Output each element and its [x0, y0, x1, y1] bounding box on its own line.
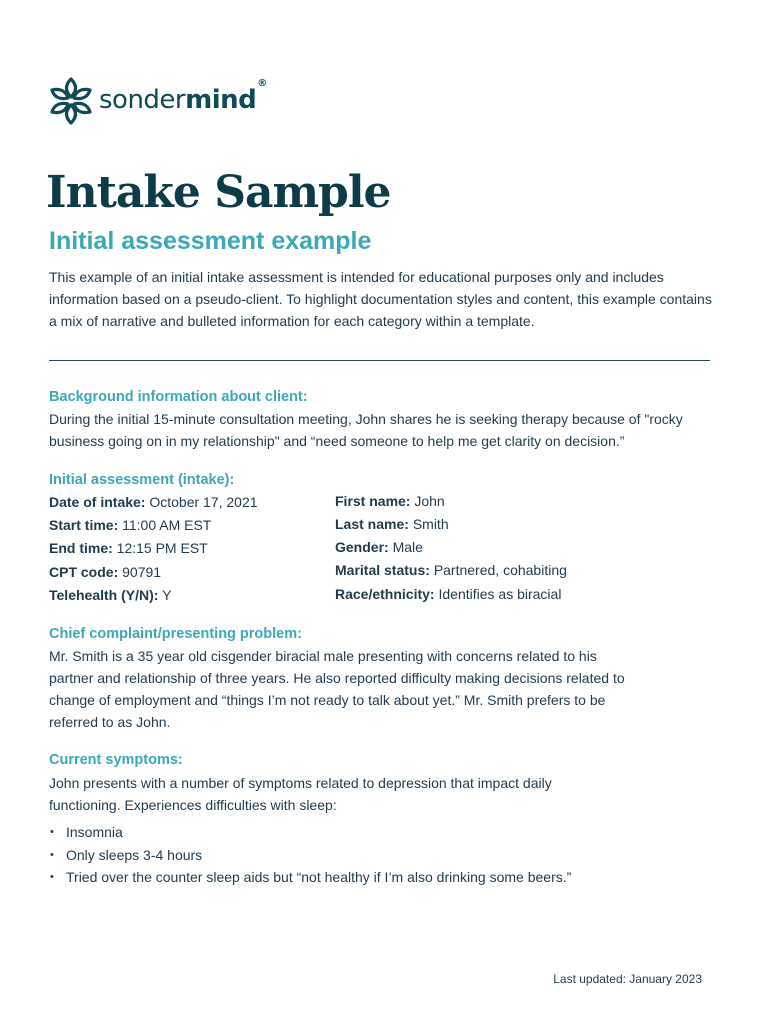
- field-value: 12:15 PM EST: [116, 540, 208, 556]
- symptoms-heading: Current symptoms:: [49, 752, 183, 768]
- list-item: • Only sleeps 3-4 hours: [49, 844, 571, 867]
- cpt-code-field: [49, 561, 161, 583]
- field-value: Male: [392, 539, 423, 555]
- field-value: 90791: [122, 564, 162, 580]
- field-value: Smith: [412, 516, 449, 532]
- page-subtitle: Initial assessment example: [49, 227, 372, 255]
- field-value: 11:00 AM EST: [122, 517, 212, 533]
- field-label: Gender:: [335, 539, 389, 555]
- field-value: John: [414, 493, 445, 509]
- sondermind-wordmark: [99, 78, 267, 115]
- last-name-field: [335, 513, 449, 535]
- field-value: Identifies as biracial: [438, 586, 562, 602]
- section-divider: [49, 360, 710, 361]
- date-of-intake-field: [49, 491, 258, 513]
- first-name-field: [335, 490, 445, 512]
- page-title: Intake Sample: [46, 167, 391, 218]
- wordmark-bold: mind: [185, 85, 257, 115]
- background-heading: Background information about client:: [49, 389, 308, 405]
- field-value: October 17, 2021: [149, 494, 258, 510]
- sondermind-flower-icon: [49, 76, 93, 126]
- field-value: Partnered, cohabiting: [433, 562, 567, 578]
- telehealth-field: [49, 584, 171, 606]
- assessment-heading: Initial assessment (intake):: [49, 472, 235, 488]
- list-item: • Tried over the counter sleep aids but “not healthy if I’m also drinking some beers.”: [49, 866, 571, 889]
- symptoms-list: [49, 821, 571, 889]
- field-label: Race/ethnicity:: [335, 586, 435, 602]
- field-label: Last name:: [335, 516, 409, 532]
- symptoms-text: John presents with a number of symptoms related to depression that impact daily functioning. Experiences difficulties with sleep:: [49, 775, 552, 813]
- field-label: First name:: [335, 493, 411, 509]
- field-label: Start time:: [49, 517, 119, 533]
- field-label: CPT code:: [49, 564, 119, 580]
- field-value: Y: [162, 587, 172, 603]
- field-label: Telehealth (Y/N):: [49, 587, 159, 603]
- sondermind-logo: [49, 76, 267, 126]
- race-ethnicity-field: [335, 583, 561, 605]
- wordmark-light: sonder: [99, 85, 186, 115]
- chief-complaint-heading: Chief complaint/presenting problem:: [49, 626, 302, 642]
- field-label: Date of intake:: [49, 494, 146, 510]
- marital-status-field: [335, 559, 567, 581]
- end-time-field: [49, 537, 208, 559]
- start-time-field: [49, 514, 211, 536]
- intro-paragraph: This example of an initial intake assessment is intended for educational purposes only and includes information based on a pseudo-client. To highlight documentation styles and content, this example contains a mix of narrative and bulleted information for each category within a template.: [49, 269, 712, 329]
- field-label: Marital status:: [335, 562, 430, 578]
- gender-field: [335, 536, 423, 558]
- field-label: End time:: [49, 540, 113, 556]
- registered-mark: ®: [257, 78, 267, 90]
- last-updated-footer: Last updated: January 2023: [553, 972, 702, 986]
- chief-complaint-text: Mr. Smith is a 35 year old cisgender biracial male presenting with concerns related to his partner and relationship of three years. He also reported difficulty making decisions related to change of employment and “things I’m not ready to talk about yet.” Mr. Smith prefers to be referred to as John.: [49, 648, 625, 730]
- list-item: • Insomnia: [49, 821, 571, 844]
- background-text: During the initial 15-minute consultation meeting, John shares he is seeking therapy because of "rocky business going on in my relationship" and “need someone to help me get clarity on decision.”: [49, 411, 683, 449]
